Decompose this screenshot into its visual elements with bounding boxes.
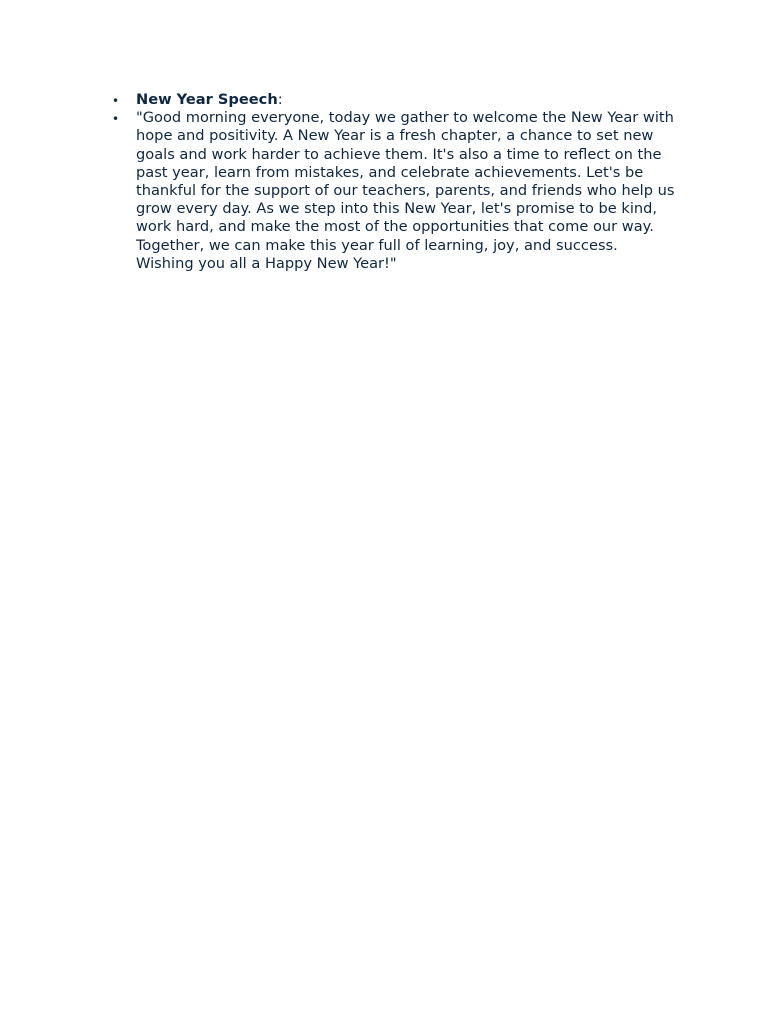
bullet-icon: • — [112, 112, 120, 127]
list-item-speech — [112, 109, 676, 273]
heading-colon: : — [277, 91, 283, 108]
speech-heading: New Year Speech — [136, 91, 278, 108]
speech-body: "Good morning everyone, today we gather to welcome the New Year with hope and positivity. A New Year is a fresh chapter, a chance to set new goals and work harder to achieve them. It's also a time to reflect on the past year, learn from mistakes, and celebrate achievements. Let's be thankful for the support of our teachers, parents, and friends who help us grow every day. As we step into this New Year, let's promise to be kind, work hard, and make the most of the opportunities that come our way. Together, we can make this year full of learning, joy, and success. Wishing you all a Happy New Year!" — [136, 109, 675, 272]
speech-list — [112, 91, 676, 273]
bullet-icon: • — [112, 94, 120, 108]
list-item-heading — [112, 91, 676, 109]
